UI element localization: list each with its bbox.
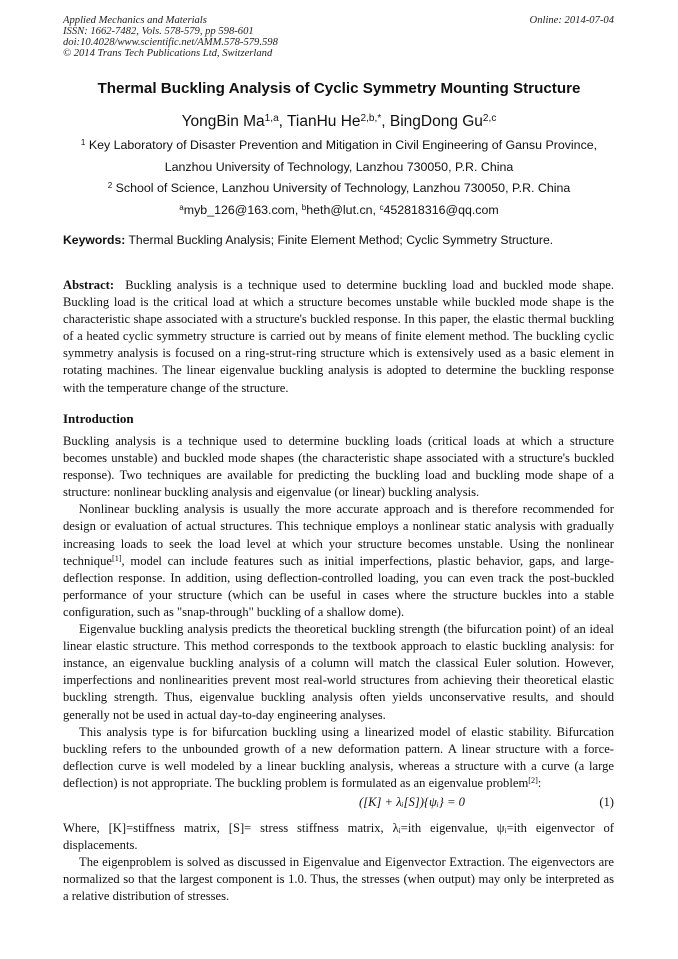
email-address[interactable]: 452818316@qq.com xyxy=(383,203,499,217)
author-list: YongBin Ma$^{1,a}$, TianHu $He^{2,b,*}$, BingDong Gu$^{2,c}$ xyxy=(181,113,497,130)
paragraph: Where, [K]=stiffness matrix, [S]= stress stiffness matrix, λᵢ=ith eigenvalue, ψᵢ=ith eigenvector of displacements. xyxy=(63,821,614,853)
journal-header xyxy=(63,15,278,59)
email-address[interactable]: heth@lut.cn xyxy=(306,203,373,217)
paragraph xyxy=(63,724,614,792)
affiliation-mark: 2 xyxy=(107,181,113,191)
affiliation-text: School of Science, Lanzhou University of Technology, Lanzhou 730050, P.R. China xyxy=(115,181,571,195)
citation[interactable]: [2] xyxy=(528,776,538,786)
copyright-line: © 2014 Trans Tech Publications Ltd, Switzerland xyxy=(63,48,273,59)
author-affiliation-mark: 2,b,* xyxy=(360,113,382,125)
equation-number: (1) xyxy=(599,795,614,809)
paragraph-text: , model can include features such as initial imperfections, plastic behavior, gaps, and large-deflection response. In addition, using deflection-controlled loading, you can even track the post-buckled performance of your structure (which can be useful in cases where the structure buckles into a stable configuration, such as "snap-through" buckling of a shallow dome). xyxy=(63,553,614,619)
equation: ([K] + λᵢ[S]){ψᵢ} = 0 xyxy=(359,795,465,809)
affiliation-1-line-2: Lanzhou University of Technology, Lanzhou 730050, P.R. China xyxy=(164,160,514,174)
affiliation-2 xyxy=(40,181,638,195)
email-mark: a xyxy=(179,203,184,213)
online-date: Online: 2014-07-04 xyxy=(529,15,614,26)
section-heading-introduction: Introduction xyxy=(63,411,134,426)
email-mark: b xyxy=(301,203,307,213)
email-mark: c xyxy=(379,203,384,213)
introduction-body xyxy=(63,433,614,792)
affiliation-text: Key Laboratory of Disaster Prevention and Mitigation in Civil Engineering of Gansu Province, xyxy=(88,138,598,152)
paragraph xyxy=(63,501,614,621)
email-line: $^a$myb_126@163.com, $^b$heth@lut.cn, $^c$452818316@qq.com xyxy=(179,203,499,217)
paragraph-text: This analysis type is for bifurcation buckling using a linearized model of elastic stability. Bifurcation buckling refers to the unbounded growth of a new deformation pattern. A linear structure with a force-deflection curve is well modeled by a linear buckling analysis, whereas a structure with a curve (a large deflection) is not appropriate. The buckling problem is formulated as an eigenvalue problem xyxy=(63,724,614,790)
author-name: BingDong Gu xyxy=(389,113,483,130)
citation[interactable]: [1] xyxy=(111,553,122,563)
paragraph: The eigenproblem is solved as discussed in Eigenvalue and Eigenvector Extraction. The eigenvectors are normalized so that the largest component is 1.0. Thus, the stresses (when output) may only be interpreted as a relative distribution of stresses. xyxy=(63,855,614,904)
paragraph: Buckling analysis is a technique used to determine buckling loads (critical loads at which a structure becomes unstable) and buckled mode shapes (the characteristic shape associated with a structure's buckled response). Two techniques are available for predicting the buckling load and buckling mode shape of a structure: nonlinear buckling analysis and eigenvalue (or linear) buckling analysis. xyxy=(63,434,614,500)
keywords xyxy=(63,233,619,247)
affiliation-mark: 1 xyxy=(80,138,86,148)
abstract xyxy=(63,277,614,397)
keywords-text: Thermal Buckling Analysis; Finite Element Method; Cyclic Symmetry Structure. xyxy=(128,233,554,247)
journal-name: Applied Mechanics and Materials xyxy=(63,15,207,26)
author-name: TianHu He xyxy=(287,113,361,130)
paragraph: Eigenvalue buckling analysis predicts the theoretical buckling strength (the bifurcation point) of an ideal linear elastic structure. This method corresponds to the textbook approach to elastic buckling analysis: for instance, an eigenvalue buckling analysis of a column will match the classical Euler solution. However, imperfections and nonlinearities prevent most real-world structures from achieving their theoretical elastic buckling strength. Thus, eigenvalue buckling analysis often yields unconservative results, and should generally not be used in actual day-to-day engineering analyses. xyxy=(63,622,614,722)
abstract-label: Abstract: xyxy=(63,278,115,292)
author-name: YongBin Ma xyxy=(181,113,265,130)
abstract-text: Buckling analysis is a technique used to determine buckling load and buckled mode shape. Buckling load is the critical load at which a structure becomes unstable while buckled mode shape is the characteristic shape associated with a structure's buckled response. In this paper, the elastic thermal buckling of a heated cyclic symmetry structure is carried out by means of finite element method. The buckling cyclic symmetry analysis is focused on a ring-strut-ring structure which is extensively used as a basic element in rotating machines. The linear eigenvalue buckling analysis is adopted to determine the buckling response with the temperature change of the structure. xyxy=(63,278,614,395)
paper-title: Thermal Buckling Analysis of Cyclic Symmetry Mounting Structure xyxy=(97,80,581,97)
affiliation-1 xyxy=(40,138,638,152)
introduction-body-continued xyxy=(63,820,614,905)
author-affiliation-mark: 2,c xyxy=(482,113,497,125)
paragraph-text: Nonlinear buckling analysis is usually the more accurate approach and is therefore recommended for design or evaluation of actual structures. This technique employs a nonlinear static analysis with gradually increasing loads to seek the load level at which your structure becomes unstable. Using the nonlinear technique xyxy=(63,502,614,568)
issn-line: ISSN: 1662-7482, Vols. 578-579, pp 598-601 xyxy=(63,26,254,37)
doi-line[interactable]: doi:10.4028/www.scientific.net/AMM.578-579.598 xyxy=(63,37,278,48)
keywords-label: Keywords: xyxy=(63,233,126,247)
email-address[interactable]: myb_126@163.com xyxy=(183,203,295,217)
paragraph-text: : xyxy=(537,775,542,790)
author-affiliation-mark: 1,a xyxy=(264,113,279,125)
